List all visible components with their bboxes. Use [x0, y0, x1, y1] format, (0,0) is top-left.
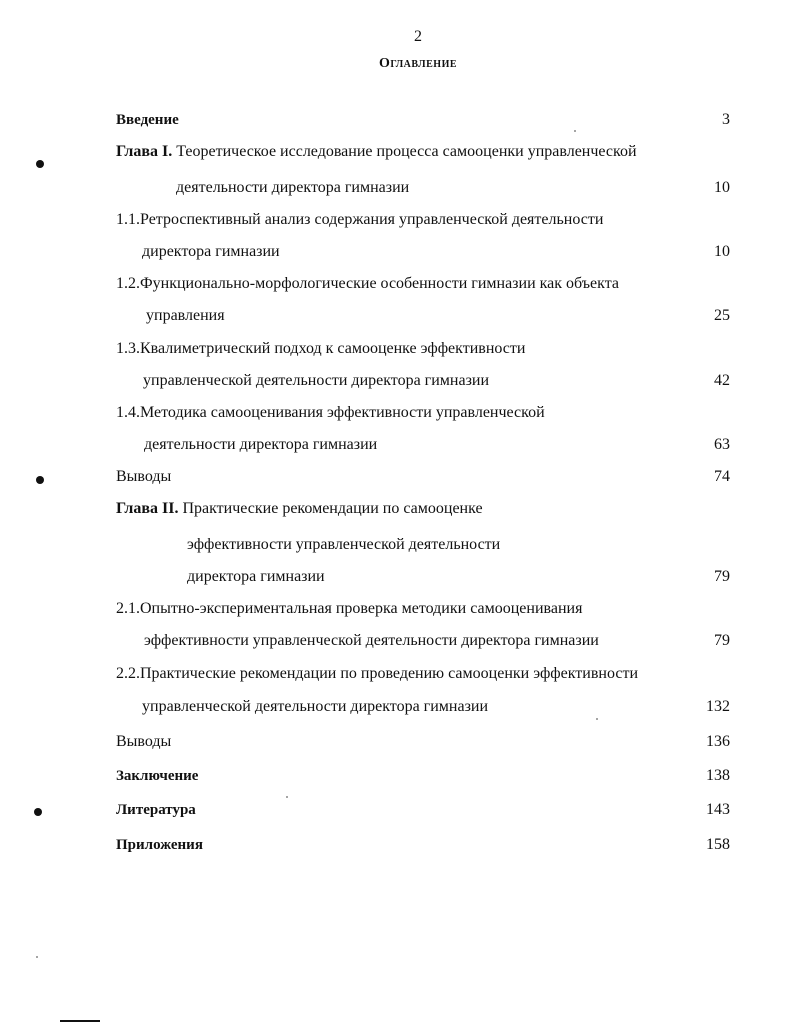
toc-page-number: 143 — [706, 801, 730, 818]
scan-mark — [36, 160, 44, 168]
toc-entry-text: Теоретическое исследование процесса самооценки управленческой — [172, 143, 637, 160]
toc-chapter-label: Глава I. — [116, 143, 173, 160]
toc-entry-text: 2.2.Практические рекомендации по проведению самооценки эффективности — [116, 665, 639, 682]
toc-entry-text: 1.1.Ретроспективный анализ содержания управленческой деятельности — [116, 211, 604, 228]
toc-page-number: 74 — [714, 468, 730, 485]
toc-entry-text: 1.3.Квалиметрический подход к самооценке эффективности — [116, 340, 526, 357]
scan-mark — [34, 808, 42, 816]
scan-mark — [36, 476, 44, 484]
toc-page-number: 63 — [714, 436, 730, 453]
toc-entry-text: деятельности директора гимназии — [144, 436, 378, 453]
scan-speck — [36, 956, 38, 958]
toc-entry-text: Выводы — [116, 468, 172, 485]
toc-entry-label: Заключение — [116, 768, 199, 784]
toc-page-number: 138 — [706, 767, 730, 784]
toc-entry-text: эффективности управленческой деятельности директора гимназии — [144, 632, 599, 649]
toc-entry-text: управленческой деятельности директора гимназии — [143, 372, 490, 389]
toc-entry-text: директора гимназии — [187, 568, 325, 585]
scan-speck — [286, 796, 288, 798]
toc-page-number: 25 — [714, 307, 730, 324]
toc-entry-text: управленческой деятельности директора гимназии — [142, 698, 489, 715]
toc-page-number: 79 — [714, 632, 730, 649]
scan-speck — [574, 130, 576, 132]
toc-page-number: 42 — [714, 372, 730, 389]
toc-page-number: 132 — [706, 698, 730, 715]
toc-entry-text: управления — [146, 307, 225, 324]
toc-entry-label: Приложения — [116, 837, 203, 853]
toc-entry-text: 1.4.Методика самооценивания эффективности управленческой — [116, 404, 545, 421]
toc-chapter-label: Глава II. — [116, 500, 179, 517]
toc-entry-text: 1.2.Функционально-морфологические особенности гимназии как объекта — [116, 275, 619, 292]
scan-speck — [596, 718, 598, 720]
toc-entry-text: 2.1.Опытно-экспериментальная проверка методики самооценивания — [116, 600, 583, 617]
scan-edge-mark — [60, 1020, 100, 1022]
toc-entry-text: Практические рекомендации по самооценке — [178, 500, 483, 517]
toc-page-number: 3 — [722, 111, 730, 128]
toc-entry-label: Литература — [116, 802, 196, 818]
toc-entry-text: эффективности управленческой деятельности — [187, 536, 501, 553]
toc-entry-text: деятельности директора гимназии — [176, 179, 410, 196]
toc-page-number: 158 — [706, 836, 730, 853]
page-title: Оглавление — [378, 56, 458, 71]
toc-entry-text: Выводы — [116, 733, 172, 750]
toc-page-number: 136 — [706, 733, 730, 750]
toc-page-number: 10 — [714, 243, 730, 260]
page-number: 2 — [414, 28, 422, 45]
toc-entry-label: Введение — [116, 112, 179, 128]
toc-page-number: 10 — [714, 179, 730, 196]
toc-page-number: 79 — [714, 568, 730, 585]
toc-entry-text: директора гимназии — [142, 243, 280, 260]
